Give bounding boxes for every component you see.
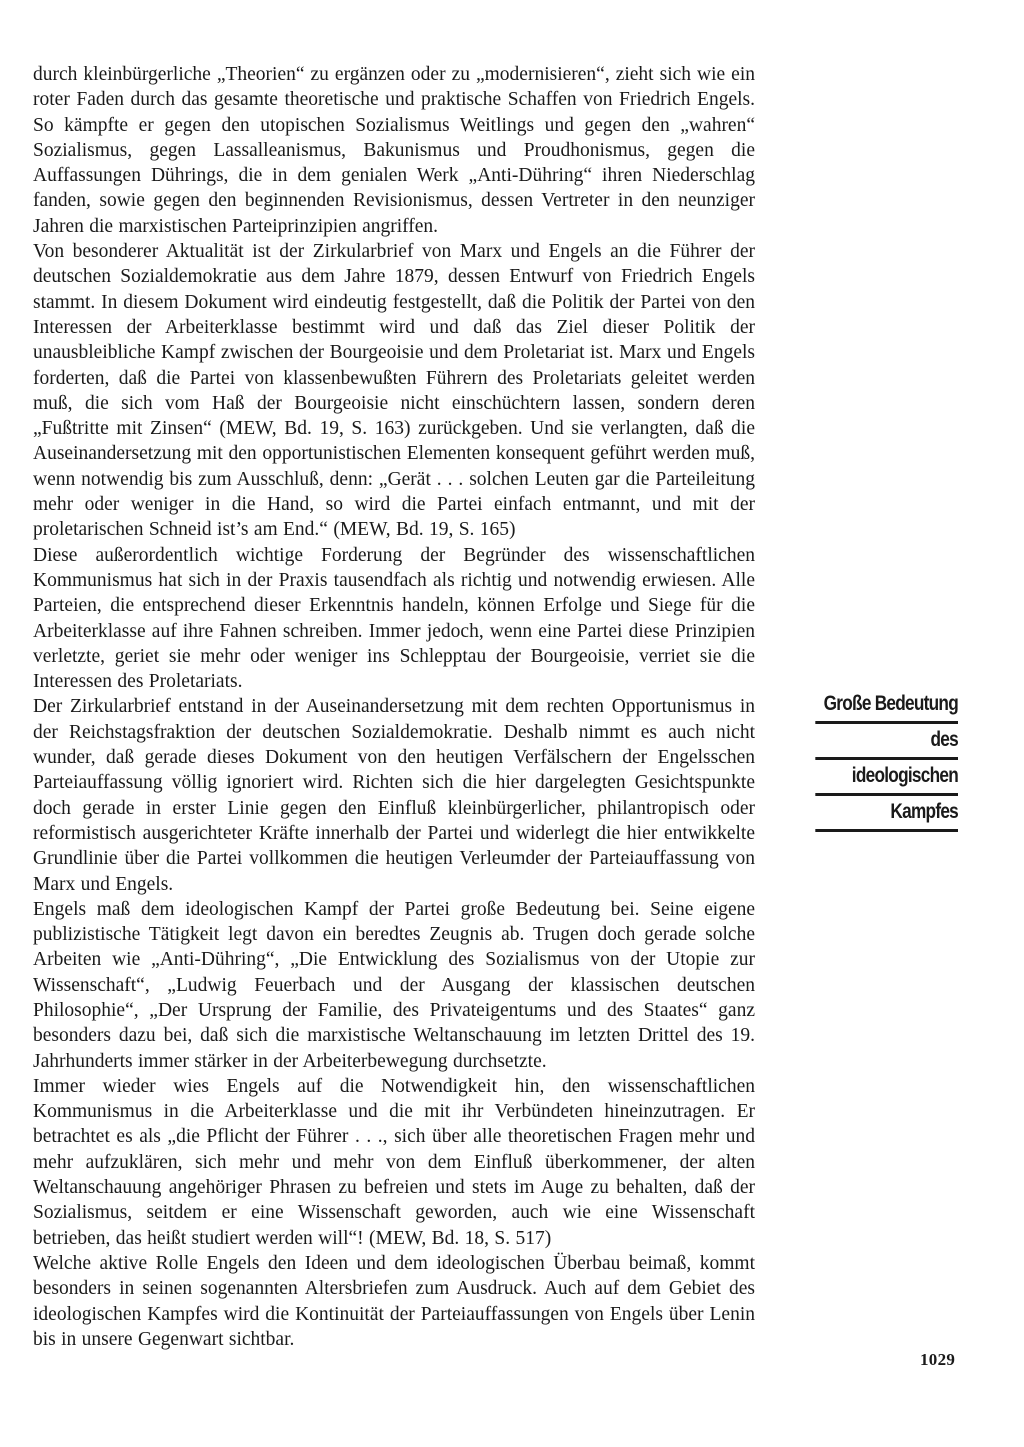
margin-heading-line	[815, 760, 958, 796]
margin-heading-line	[815, 724, 958, 760]
paragraph-4: Der Zirkularbrief entstand in der Auseinandersetzung mit dem rechten Opportunismus in der Reichstagsfraktion der deutschen Sozialdemokratie. Deshalb nimmt es auch nicht wunder, daß gerade dieses Dokument von den heutigen Verfälschern der Engelsschen Parteiauffassung völlig ignoriert wird. Richten sich die hier dargelegten Gesichtspunkte doch gerade in erster Linie gegen den Einfluß kleinbürgerlicher, philantropisch oder reformistisch ausgerichteter Kräfte innerhalb der Partei und widerlegt die hier entwikkelte Grundlinie über die Partei vollkommen die heutigen Verleumder der Parteiauffassung von Marx und Engels.	[33, 696, 755, 895]
paragraph-5: Engels maß dem ideologischen Kampf der Partei große Bedeutung bei. Seine eigene publizistische Tätigkeit legt davon ein beredtes Zeugnis ab. Trugen doch gerade solche Arbeiten wie „Anti-Dühring“, „Die Entwicklung des Sozialismus von der Utopie zur Wissenschaft“, „Ludwig Feuerbach und der Ausgang der klassischen deutschen Philosophie“, „Der Ursprung der Familie, des Privateigentums und des Staates“ ganz besonders dazu bei, daß sich die marxistische Weltanschauung im letzten Drittel des 19. Jahrhunderts immer stärker in der Arbeiterbewegung durchsetzte.	[33, 898, 755, 1072]
margin-heading	[815, 688, 958, 832]
margin-heading-text: Große Bedeutung	[823, 692, 958, 715]
page-number: 1029	[920, 1350, 956, 1369]
main-text-column	[33, 62, 755, 1352]
margin-heading-line	[815, 796, 958, 832]
margin-heading-text: ideologischen	[851, 764, 958, 787]
margin-heading-text: des	[930, 728, 958, 751]
margin-heading-text: Kampfes	[890, 800, 958, 823]
paragraph-1: durch kleinbürgerliche „Theorien“ zu ergänzen oder zu „modernisieren“, zieht sich wie ein roter Faden durch das gesamte theoretische und praktische Schaffen von Friedrich Engels. So kämpfte er gegen den utopischen Sozialismus Weitlings und gegen den „wahren“ Sozialismus, gegen Lassalleanismus, Bakunismus und Proudhonismus, gegen die Auffassungen Dührings, die in dem genialen Werk „Anti-Dühring“ ihren Niederschlag fanden, sowie gegen den beginnenden Revisionismus, dessen Vertreter in den neunziger Jahren die marxistischen Parteiprinzipien angriffen.	[33, 64, 755, 237]
margin-heading-line	[815, 688, 958, 724]
paragraph-6: Immer wieder wies Engels auf die Notwendigkeit hin, den wissenschaftlichen Kommunismus in die Arbeiterklasse und die mit ihr Verbündeten hineinzutragen. Er betrachtet es als „die Pflicht der Führer . . ., sich über alle theoretischen Fragen mehr und mehr aufzuklären, sich mehr und mehr von dem Einfluß überkommener, der alten Weltanschauung angehöriger Phrasen zu befreien und stets im Auge zu behalten, daß der Sozialismus, seitdem er eine Wissenschaft geworden, auch wie eine Wissenschaft betrieben, das heißt studiert werden will“! (MEW, Bd. 18, S. 517)	[33, 1075, 755, 1249]
paragraph-3: Diese außerordentlich wichtige Forderung der Begründer des wissenschaftlichen Kommunismus hat sich in der Praxis tausendfach als richtig und notwendig erwiesen. Alle Parteien, die entsprechend dieser Erkenntnis handeln, können Erfolge und Siege für die Arbeiterklasse auf ihre Fahnen schreiben. Immer jedoch, wenn eine Partei diese Prinzipien verletzte, geriet sie mehr oder weniger ins Schlepptau der Bourgeoisie, verriet sie die Interessen des Proletariats.	[33, 544, 755, 693]
paragraph-7: Welche aktive Rolle Engels den Ideen und dem ideologischen Überbau beimaß, kommt besonders in seinen sogenannten Altersbriefen zum Ausdruck. Auch auf dem Gebiet des ideologischen Kampfes wird die Kontinuität der Parteiauffassungen von Engels über Lenin bis in unsere Gegenwart sichtbar.	[33, 1252, 755, 1350]
paragraph-2: Von besonderer Aktualität ist der Zirkularbrief von Marx und Engels an die Führer der deutschen Sozialdemokratie aus dem Jahre 1879, dessen Entwurf von Friedrich Engels stammt. In diesem Dokument wird eindeutig festgestellt, daß die Politik der Partei von den Interessen der Arbeiterklasse bestimmt wird und daß das Ziel dieser Politik der unausbleibliche Kampf zwischen der Bourgeoisie und dem Proletariat ist. Marx und Engels forderten, daß die Partei von klassenbewußten Führern des Proletariats geleitet werden muß, die sich vom Haß der Bourgeoisie nicht einschüchtern lassen, sondern deren „Fußtritte mit Zinsen“ (MEW, Bd. 19, S. 163) zurückgeben. Und sie verlangten, daß die Auseinandersetzung mit den opportunistischen Elementen konsequent geführt werden muß, wenn notwendig bis zum Ausschluß, denn: „Gerät . . . solchen Leuten gar die Parteileitung mehr oder weniger in die Hand, so wird die Partei einfach entmannt, und mit der proletarischen Schneid ist’s am End.“ (MEW, Bd. 19, S. 165)	[33, 241, 755, 541]
